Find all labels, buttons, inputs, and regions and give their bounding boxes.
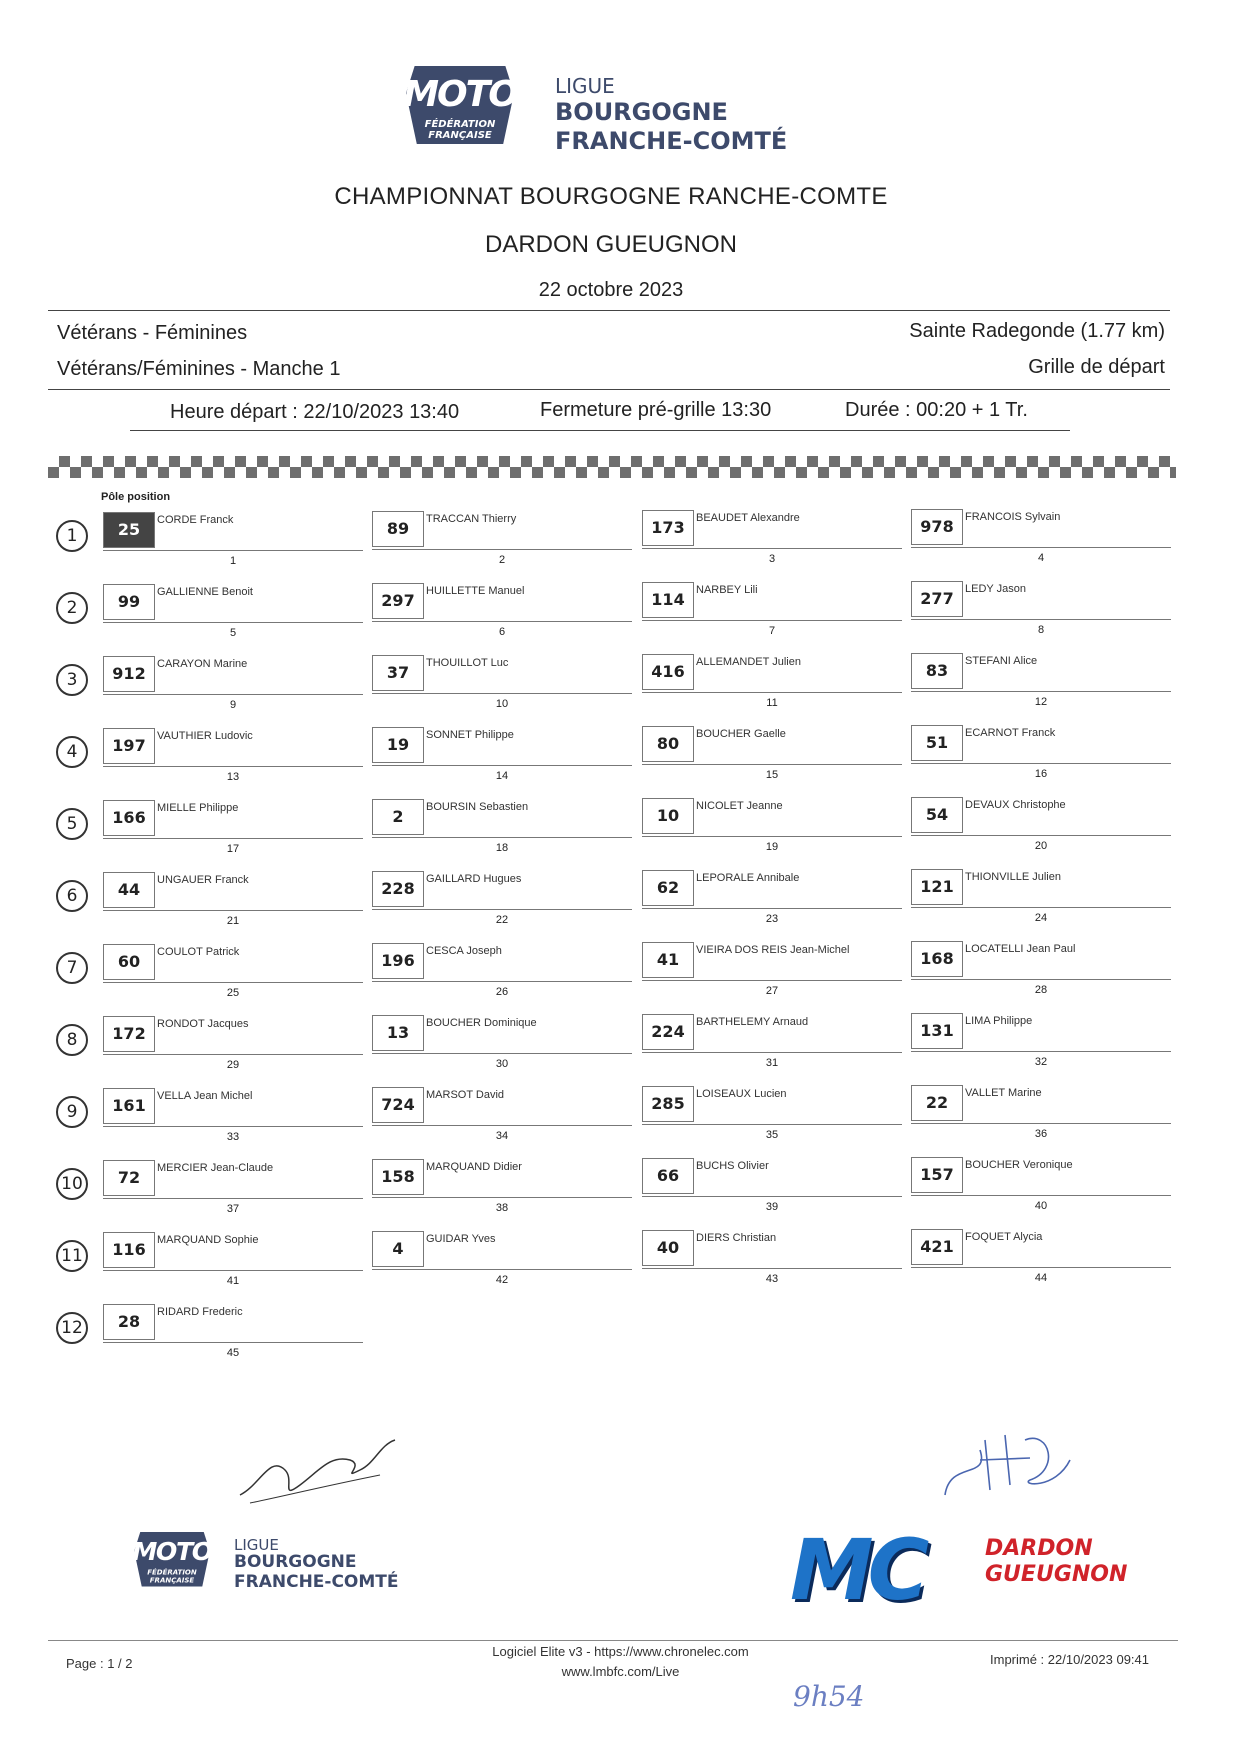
- rider-number: 161: [103, 1088, 155, 1124]
- rider-name: MARQUAND Didier: [426, 1161, 522, 1173]
- slot-underline: [911, 835, 1171, 836]
- grid-row-number: 6: [56, 880, 88, 912]
- rider-name: LIMA Philippe: [965, 1015, 1033, 1027]
- grid-position: 16: [1034, 768, 1048, 780]
- slot-underline: [372, 1269, 632, 1270]
- grid-position: 7: [768, 625, 776, 637]
- slot-underline: [103, 1198, 363, 1199]
- grid-position: 39: [765, 1201, 779, 1213]
- ligue-bourgogne: BOURGOGNE: [555, 98, 728, 126]
- slot-underline: [372, 909, 632, 910]
- ligue-bourgogne-footer: BOURGOGNE: [234, 1552, 357, 1572]
- slot-underline: [642, 764, 902, 765]
- grid-slot: [911, 1157, 1171, 1213]
- rider-number: 116: [103, 1232, 155, 1268]
- slot-underline: [372, 981, 632, 982]
- doc-type: Grille de départ: [1028, 356, 1165, 378]
- rider-number: 285: [642, 1086, 694, 1122]
- signature-right: [930, 1420, 1080, 1510]
- divider-footer: [48, 1640, 1178, 1641]
- grid-slot: [103, 728, 363, 784]
- grid-position: 41: [226, 1275, 240, 1287]
- rider-number: 197: [103, 728, 155, 764]
- grid-slot: [642, 942, 902, 998]
- grid-slot: [911, 1013, 1171, 1069]
- grid-position: 26: [495, 986, 509, 998]
- rider-number: 41: [642, 942, 694, 978]
- grid-slot: [911, 725, 1171, 781]
- grid-slot: [103, 1160, 363, 1216]
- grid-slot: [103, 1088, 363, 1144]
- slot-underline: [642, 1196, 902, 1197]
- live-url: www.lmbfc.com/Live: [561, 1664, 680, 1679]
- divider-info: [130, 430, 1070, 431]
- grid-position: 8: [1037, 624, 1045, 636]
- slot-underline: [372, 1053, 632, 1054]
- rider-name: VALLET Marine: [965, 1087, 1042, 1099]
- rider-name: MARQUAND Sophie: [157, 1234, 259, 1246]
- grid-position: 31: [765, 1057, 779, 1069]
- grid-slot: [911, 941, 1171, 997]
- grid-position: 32: [1034, 1056, 1048, 1068]
- rider-number: 83: [911, 653, 963, 689]
- pole-position-label: Pôle position: [101, 491, 171, 503]
- grid-slot: [372, 943, 632, 999]
- slot-underline: [372, 765, 632, 766]
- grid-position: 25: [226, 987, 240, 999]
- rider-name: BOUCHER Veronique: [965, 1159, 1073, 1171]
- rider-number: 421: [911, 1229, 963, 1265]
- rider-name: CORDE Franck: [157, 514, 234, 526]
- grid-slot: [372, 871, 632, 927]
- grid-position: 10: [495, 698, 509, 710]
- rider-number: 158: [372, 1159, 424, 1195]
- rider-number: 172: [103, 1016, 155, 1052]
- rider-name: BEAUDET Alexandre: [696, 512, 800, 524]
- rider-number: 416: [642, 654, 694, 690]
- grid-slot: [103, 656, 363, 712]
- slot-underline: [103, 1054, 363, 1055]
- rider-number: 114: [642, 582, 694, 618]
- software-credit: Logiciel Elite v3 - https://www.chronelec.com: [492, 1644, 749, 1659]
- rider-name: LEDY Jason: [965, 583, 1026, 595]
- signature-left: [230, 1425, 400, 1515]
- grid-position: 27: [765, 985, 779, 997]
- race-category: Vétérans - Féminines: [57, 322, 248, 344]
- grid-position: 1: [229, 555, 237, 567]
- grid-slot: [642, 582, 902, 638]
- grid-slot: [911, 1229, 1171, 1285]
- grid-row-number: 11: [56, 1240, 88, 1272]
- grid-position: 4: [1037, 552, 1045, 564]
- rider-name: VIEIRA DOS REIS Jean-Michel: [696, 944, 850, 956]
- moto-francaise: FRANÇAISE: [428, 130, 492, 141]
- rider-name: BARTHELEMY Arnaud: [696, 1016, 809, 1028]
- rider-number: 40: [642, 1230, 694, 1266]
- grid-position: 14: [495, 770, 509, 782]
- grid-position: 37: [226, 1203, 240, 1215]
- rider-name: BOUCHER Gaelle: [696, 728, 786, 740]
- grid-slot: [642, 870, 902, 926]
- slot-underline: [911, 619, 1171, 620]
- rider-name: THOUILLOT Luc: [426, 657, 509, 669]
- championship-title: CHAMPIONNAT BOURGOGNE RANCHE-COMTE: [334, 183, 888, 210]
- slot-underline: [372, 693, 632, 694]
- grid-slot: [372, 727, 632, 783]
- grid-position: 13: [226, 771, 240, 783]
- moto-federation-footer: FÉDÉRATION: [147, 1569, 197, 1577]
- rider-name: CARAYON Marine: [157, 658, 248, 670]
- rider-name: BUCHS Olivier: [696, 1160, 769, 1172]
- rider-name: THIONVILLE Julien: [965, 871, 1061, 883]
- slot-underline: [911, 1123, 1171, 1124]
- race-duration: Durée : 00:20 + 1 Tr.: [845, 399, 1028, 421]
- grid-position: 40: [1034, 1200, 1048, 1212]
- start-time: Heure départ : 22/10/2023 13:40: [170, 401, 460, 423]
- grid-position: 24: [1034, 912, 1048, 924]
- slot-underline: [103, 1342, 363, 1343]
- slot-underline: [103, 1270, 363, 1271]
- rider-number: 51: [911, 725, 963, 761]
- slot-underline: [911, 763, 1171, 764]
- grid-slot: [642, 798, 902, 854]
- grid-slot: [911, 509, 1171, 565]
- grid-slot: [642, 1014, 902, 1070]
- grid-position: 34: [495, 1130, 509, 1142]
- rider-name: CESCA Joseph: [426, 945, 502, 957]
- grid-slot: [642, 510, 902, 566]
- grid-position: 30: [495, 1058, 509, 1070]
- rider-name: DIERS Christian: [696, 1232, 777, 1244]
- rider-number: 89: [372, 511, 424, 547]
- ligue-franche-comte: FRANCHE-COMTÉ: [555, 127, 788, 155]
- club-name-line1: DARDON: [985, 1536, 1093, 1561]
- grid-slot: [911, 581, 1171, 637]
- rider-number: 121: [911, 869, 963, 905]
- grid-position: 17: [226, 843, 240, 855]
- slot-underline: [642, 692, 902, 693]
- grid-position: 35: [765, 1129, 779, 1141]
- rider-name: FRANCOIS Sylvain: [965, 511, 1061, 523]
- slot-underline: [103, 910, 363, 911]
- handwritten-note: 9h54: [793, 1680, 865, 1713]
- rider-number: 196: [372, 943, 424, 979]
- rider-name: GALLIENNE Benoit: [157, 586, 253, 598]
- rider-name: VAUTHIER Ludovic: [157, 730, 253, 742]
- slot-underline: [372, 1197, 632, 1198]
- grid-position: 9: [229, 699, 237, 711]
- grid-position: 6: [498, 626, 506, 638]
- grid-slot: [372, 655, 632, 711]
- rider-number: 166: [103, 800, 155, 836]
- rider-name: ECARNOT Franck: [965, 727, 1056, 739]
- rider-number: 277: [911, 581, 963, 617]
- grid-row-number: 10: [56, 1168, 88, 1200]
- grid-slot: [103, 944, 363, 1000]
- race-heat: Vétérans/Féminines - Manche 1: [57, 358, 341, 380]
- slot-underline: [103, 766, 363, 767]
- slot-underline: [911, 547, 1171, 548]
- rider-name: GUIDAR Yves: [426, 1233, 496, 1245]
- grid-row-number: 12: [56, 1312, 88, 1344]
- grid-slot: [642, 654, 902, 710]
- page-number: Page : 1 / 2: [66, 1656, 133, 1671]
- pregrid-close: Fermeture pré-grille 13:30: [540, 399, 772, 421]
- slot-underline: [911, 1051, 1171, 1052]
- grid-position: 36: [1034, 1128, 1048, 1140]
- moto-federation: FÉDÉRATION: [424, 119, 496, 130]
- slot-underline: [642, 1052, 902, 1053]
- rider-name: SONNET Philippe: [426, 729, 514, 741]
- grid-position: 5: [229, 627, 237, 639]
- slot-underline: [103, 1126, 363, 1127]
- venue-title: DARDON GUEUGNON: [484, 231, 737, 258]
- slot-underline: [103, 550, 363, 551]
- grid-position: 28: [1034, 984, 1048, 996]
- grid-slot: [642, 1086, 902, 1142]
- divider-top: [48, 310, 1170, 311]
- grid-position: 45: [226, 1347, 240, 1359]
- rider-number: 37: [372, 655, 424, 691]
- grid-row-number: 2: [56, 592, 88, 624]
- rider-number: 66: [642, 1158, 694, 1194]
- slot-underline: [911, 907, 1171, 908]
- rider-name: UNGAUER Franck: [157, 874, 249, 886]
- slot-underline: [642, 1124, 902, 1125]
- slot-underline: [372, 549, 632, 550]
- slot-underline: [642, 980, 902, 981]
- rider-name: MIELLE Philippe: [157, 802, 239, 814]
- grid-slot: [642, 1230, 902, 1286]
- grid-slot: [103, 1232, 363, 1288]
- rider-number: 10: [642, 798, 694, 834]
- event-date: 22 octobre 2023: [538, 279, 684, 301]
- rider-name: NICOLET Jeanne: [696, 800, 783, 812]
- grid-position: 23: [765, 913, 779, 925]
- rider-name: RONDOT Jacques: [157, 1018, 249, 1030]
- rider-name: RIDARD Frederic: [157, 1306, 243, 1318]
- grid-slot: [103, 584, 363, 640]
- grid-row-number: 7: [56, 952, 88, 984]
- rider-name: DEVAUX Christophe: [965, 799, 1066, 811]
- grid-slot: [642, 726, 902, 782]
- moto-logo-footer: [130, 1532, 214, 1588]
- grid-position: 11: [766, 697, 778, 709]
- rider-number: 13: [372, 1015, 424, 1051]
- grid-position: 12: [1034, 696, 1048, 708]
- rider-name: MARSOT David: [426, 1089, 505, 1101]
- grid-row-number: 3: [56, 664, 88, 696]
- slot-underline: [642, 548, 902, 549]
- grid-position: 42: [495, 1274, 509, 1286]
- grid-row-number: 5: [56, 808, 88, 840]
- rider-number: 44: [103, 872, 155, 908]
- rider-number: 60: [103, 944, 155, 980]
- grid-slot: [372, 1015, 632, 1071]
- rider-name: GAILLARD Hugues: [426, 873, 522, 885]
- grid-position: 38: [495, 1202, 509, 1214]
- rider-number: 72: [103, 1160, 155, 1196]
- rider-name: VELLA Jean Michel: [157, 1090, 253, 1102]
- rider-name: LOCATELLI Jean Paul: [965, 943, 1076, 955]
- rider-number: 22: [911, 1085, 963, 1121]
- rider-number: 724: [372, 1087, 424, 1123]
- slot-underline: [911, 979, 1171, 980]
- slot-underline: [372, 1125, 632, 1126]
- grid-position: 33: [226, 1131, 240, 1143]
- grid-slot: [911, 869, 1171, 925]
- rider-number: 62: [642, 870, 694, 906]
- ligue-label: LIGUE: [555, 74, 615, 98]
- moto-word: MOTO: [403, 74, 517, 115]
- rider-name: ALLEMANDET Julien: [696, 656, 801, 668]
- rider-number: 131: [911, 1013, 963, 1049]
- grid-slot: [372, 583, 632, 639]
- slot-underline: [372, 621, 632, 622]
- slot-underline: [642, 1268, 902, 1269]
- slot-underline: [911, 1267, 1171, 1268]
- rider-name: BOUCHER Dominique: [426, 1017, 537, 1029]
- grid-position: 19: [765, 841, 779, 853]
- rider-number: 28: [103, 1304, 155, 1340]
- rider-name: LEPORALE Annibale: [696, 872, 800, 884]
- rider-number: 25: [103, 512, 155, 548]
- rider-number: 80: [642, 726, 694, 762]
- rider-number: 168: [911, 941, 963, 977]
- grid-slot: [372, 511, 632, 567]
- rider-number: 224: [642, 1014, 694, 1050]
- rider-number: 2: [372, 799, 424, 835]
- grid-slot: [103, 800, 363, 856]
- slot-underline: [103, 694, 363, 695]
- slot-underline: [372, 837, 632, 838]
- checkered-band: [48, 456, 1176, 478]
- moto-logo: [400, 66, 520, 146]
- grid-slot: [911, 653, 1171, 709]
- slot-underline: [911, 691, 1171, 692]
- grid-slot: [103, 872, 363, 928]
- rider-name: FOQUET Alycia: [965, 1231, 1043, 1243]
- grid-position: 20: [1034, 840, 1048, 852]
- divider-mid: [48, 389, 1170, 390]
- slot-underline: [103, 622, 363, 623]
- rider-name: STEFANI Alice: [965, 655, 1038, 667]
- rider-number: 157: [911, 1157, 963, 1193]
- rider-number: 4: [372, 1231, 424, 1267]
- grid-position: 3: [768, 553, 776, 565]
- rider-name: HUILLETTE Manuel: [426, 585, 525, 597]
- rider-name: COULOT Patrick: [157, 946, 240, 958]
- rider-name: BOURSIN Sebastien: [426, 801, 529, 813]
- grid-row-number: 8: [56, 1024, 88, 1056]
- rider-number: 99: [103, 584, 155, 620]
- grid-slot: [911, 797, 1171, 853]
- grid-position: 15: [765, 769, 779, 781]
- grid-position: 29: [226, 1059, 240, 1071]
- grid-position: 18: [495, 842, 509, 854]
- grid-position: 2: [498, 554, 506, 566]
- mc-letters: MC: [790, 1521, 924, 1619]
- grid-row-number: 1: [56, 520, 88, 552]
- grid-row-number: 4: [56, 736, 88, 768]
- rider-number: 173: [642, 510, 694, 546]
- grid-slot: [642, 1158, 902, 1214]
- slot-underline: [103, 982, 363, 983]
- grid-slot: [372, 799, 632, 855]
- rider-number: 19: [372, 727, 424, 763]
- rider-number: 912: [103, 656, 155, 692]
- track-name: Sainte Radegonde (1.77 km): [909, 320, 1165, 342]
- grid-slot: [372, 1231, 632, 1287]
- slot-underline: [642, 620, 902, 621]
- grid-position: 22: [495, 914, 509, 926]
- rider-name: MERCIER Jean-Claude: [157, 1162, 274, 1174]
- grid-slot: [103, 1016, 363, 1072]
- grid-position: 44: [1034, 1272, 1048, 1284]
- rider-number: 297: [372, 583, 424, 619]
- rider-name: LOISEAUX Lucien: [696, 1088, 787, 1100]
- moto-francaise-footer: FRANÇAISE: [149, 1576, 195, 1585]
- grid-slot: [103, 512, 363, 568]
- ligue-label-footer: LIGUE: [234, 1536, 279, 1554]
- grid-slot: [372, 1159, 632, 1215]
- print-timestamp: Imprimé : 22/10/2023 09:41: [990, 1652, 1149, 1667]
- grid-row-number: 9: [56, 1096, 88, 1128]
- ligue-franche-comte-footer: FRANCHE-COMTÉ: [234, 1572, 399, 1592]
- slot-underline: [911, 1195, 1171, 1196]
- rider-name: NARBEY Lili: [696, 584, 758, 596]
- rider-name: TRACCAN Thierry: [426, 513, 517, 525]
- rider-number: 978: [911, 509, 963, 545]
- grid-slot: [372, 1087, 632, 1143]
- grid-position: 21: [226, 915, 240, 927]
- rider-number: 54: [911, 797, 963, 833]
- moto-word-footer: MOTO: [132, 1537, 212, 1567]
- mc-club-logo: [790, 1521, 990, 1619]
- rider-number: 228: [372, 871, 424, 907]
- grid-slot: [103, 1304, 363, 1360]
- grid-position: 43: [765, 1273, 779, 1285]
- club-name-line2: GUEUGNON: [985, 1562, 1128, 1587]
- slot-underline: [642, 836, 902, 837]
- slot-underline: [103, 838, 363, 839]
- grid-slot: [911, 1085, 1171, 1141]
- slot-underline: [642, 908, 902, 909]
